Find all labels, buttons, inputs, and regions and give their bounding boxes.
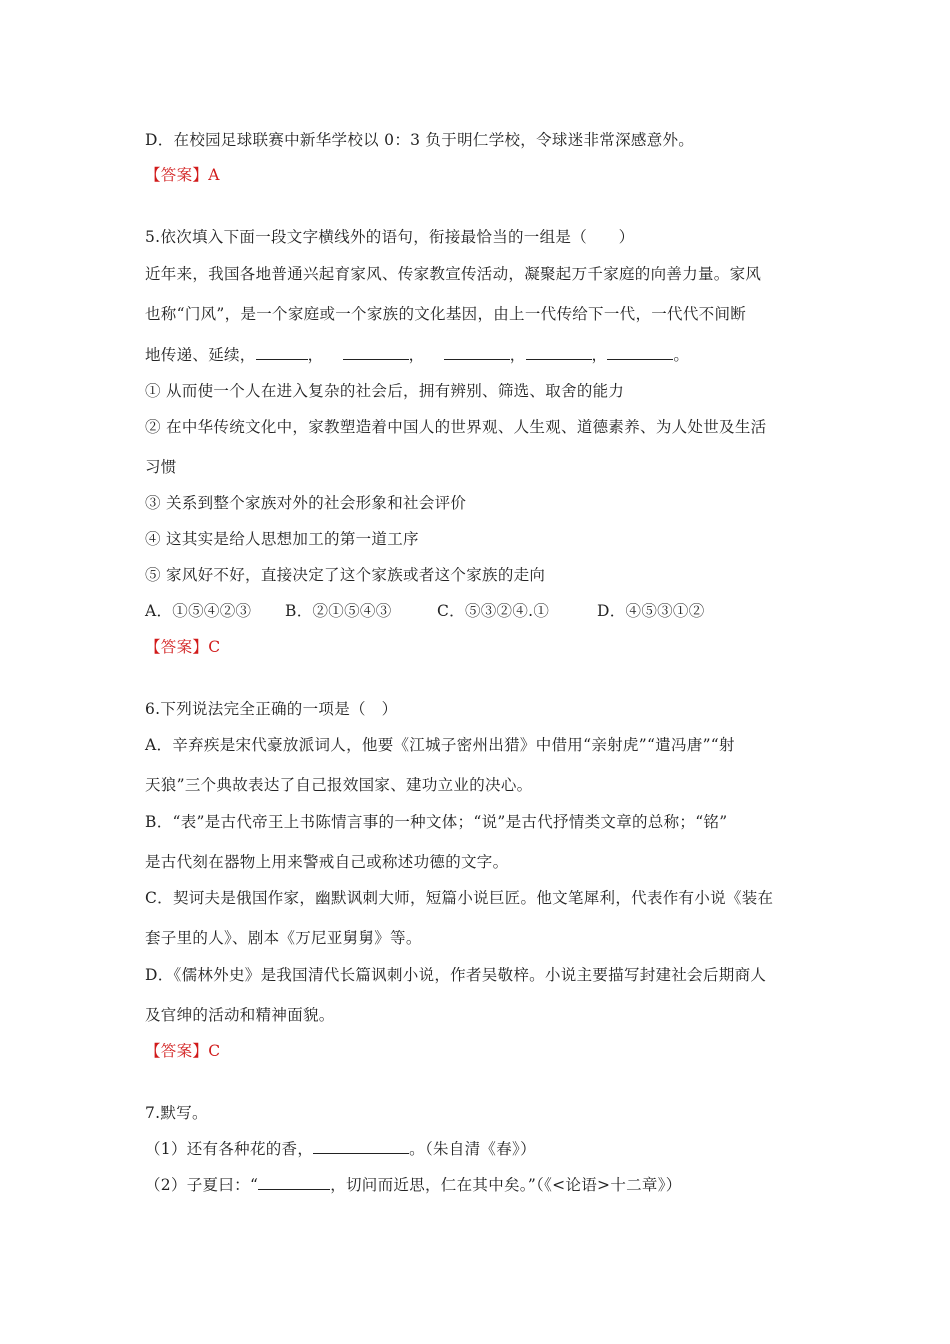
answer-bracket: 【答案】 [145, 638, 209, 656]
part-text: （1）还有各种花的香， [145, 1140, 314, 1158]
q6-option-b-line-2: 是古代刻在器物上用来警戒自己或称述功德的文字。 [145, 853, 509, 871]
q6-option-d-line-1: D．《儒林外史》是我国清代长篇讽刺小说，作者吴敬梓。小说主要描写封建社会后期商人 [145, 966, 767, 984]
answer-bracket: 【答案】 [145, 1042, 209, 1060]
blank-4 [526, 345, 592, 360]
q4-option-d: D．在校园足球联赛中新华学校以 0：3 负于明仁学校，令球迷非常深感意外。 [145, 131, 695, 149]
answer-value: C [208, 638, 221, 656]
blank [313, 1139, 409, 1154]
q5-passage-line-1: 近年来，我国各地普通兴起育家风、传家教宣传活动，凝聚起万千家庭的向善力量。家风 [145, 265, 762, 283]
q6-stem: 6.下列说法完全正确的一项是（ ） [145, 700, 398, 718]
answer-value: C [208, 1042, 221, 1060]
passage-text: 地传递、延续， [145, 346, 256, 364]
q5-item-1: ① 从而使一个人在进入复杂的社会后，拥有辨别、筛选、取舍的能力 [145, 382, 625, 400]
q7-part-2 [145, 1173, 682, 1195]
part-text: 。（朱自清《春》） [409, 1140, 536, 1158]
q6-answer [145, 1039, 220, 1061]
option-c: C．⑤③②④.① [437, 602, 550, 620]
q5-item-2-line-2: 习惯 [145, 458, 177, 476]
blank-3 [444, 345, 510, 360]
comma: ， [408, 346, 425, 364]
blank [258, 1175, 330, 1190]
q5-item-4: ④ 这其实是给人思想加工的第一道工序 [145, 530, 419, 548]
q5-item-5: ⑤ 家风好不好，直接决定了这个家族或者这个家族的走向 [145, 566, 546, 584]
option-a: A．①⑤④②③ [145, 602, 252, 620]
part-text: ，切问而近思，仁在其中矣。”（《<论语>十二章》） [330, 1176, 682, 1194]
q5-answer [145, 635, 220, 657]
blank-5 [607, 345, 673, 360]
q6-option-a-line-1: A．辛弃疾是宋代豪放派词人，他要《江城子密州出猎》中借用“亲射虎”“遣冯唐”“射 [145, 736, 735, 754]
answer-bracket: 【答案】 [145, 166, 209, 184]
option-b: B．②①⑤④③ [285, 602, 392, 620]
q5-item-3: ③ 关系到整个家族对外的社会形象和社会评价 [145, 494, 467, 512]
blank-2 [343, 345, 409, 360]
q6-option-d-line-2: 及官绅的活动和精神面貌。 [145, 1006, 335, 1024]
comma: ， [509, 346, 526, 364]
q5-options [145, 599, 705, 621]
comma: ， [591, 346, 608, 364]
q5-passage-line-3 [145, 343, 689, 365]
period: 。 [673, 346, 690, 364]
q6-option-c-line-1: C．契诃夫是俄国作家，幽默讽刺大师，短篇小说巨匠。他文笔犀利，代表作有小说《装在 [145, 889, 774, 907]
option-d: D．④⑤③①② [597, 602, 705, 620]
answer-value: A [208, 166, 220, 184]
comma: ， [307, 346, 324, 364]
q5-passage-line-2: 也称“门风”，是一个家庭或一个家族的文化基因，由上一代传给下一代，一代代不间断 [145, 305, 747, 323]
q5-stem: 5.依次填入下面一段文字横线外的语句，衔接最恰当的一组是（ ） [145, 228, 635, 246]
q5-item-2-line-1: ② 在中华传统文化中，家教塑造着中国人的世界观、人生观、道德素养、为人处世及生活 [145, 418, 767, 436]
q6-option-a-line-2: 天狼”三个典故表达了自己报效国家、建功立业的决心。 [145, 776, 533, 794]
q6-option-b-line-1: B．“表”是古代帝王上书陈情言事的一种文体；“说”是古代抒情类文章的总称；“铭” [145, 813, 728, 831]
q4-answer [145, 163, 220, 185]
blank-1 [256, 345, 308, 360]
q7-part-1 [145, 1137, 536, 1159]
q6-option-c-line-2: 套子里的人》、剧本《万尼亚舅舅》等。 [145, 929, 422, 947]
q7-stem: 7.默写。 [145, 1104, 208, 1122]
part-text: （2）子夏曰：“ [145, 1176, 259, 1194]
